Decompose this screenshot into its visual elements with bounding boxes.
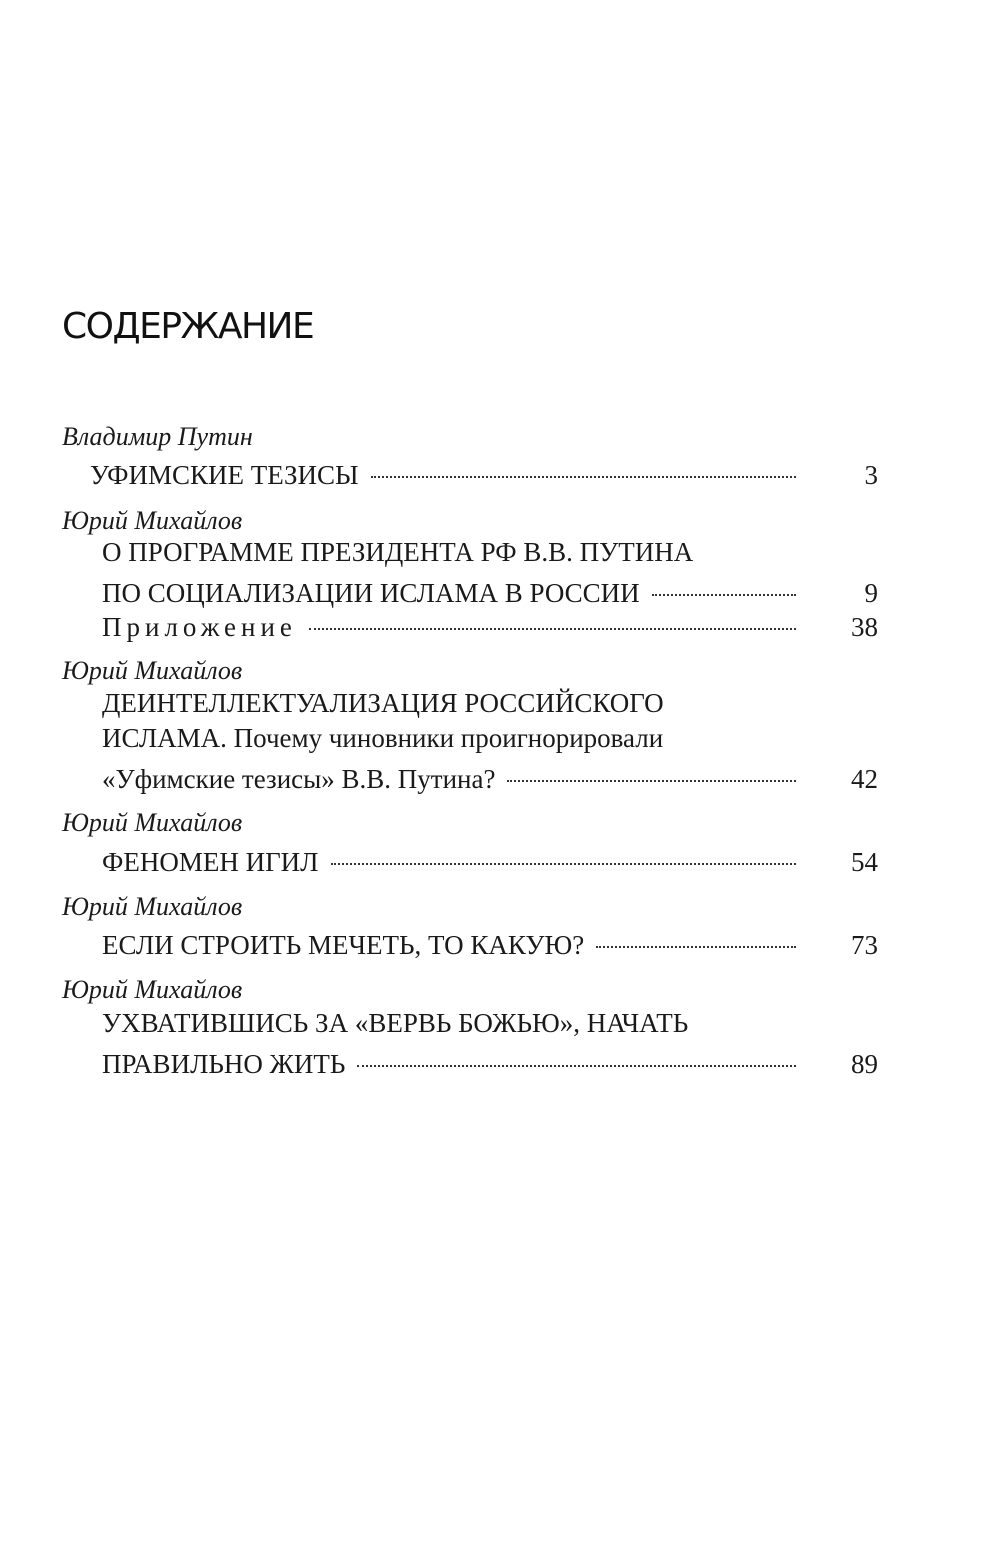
toc-entry-islam-socialization[interactable] [102,570,878,608]
entry-author: Юрий Михайлов [62,808,243,837]
dot-leader [596,922,796,954]
entry-title-line: ЕСЛИ СТРОИТЬ МЕЧЕТЬ, ТО КАКУЮ? [102,930,585,960]
entry-title-line: ПО СОЦИАЛИЗАЦИИ ИСЛАМА В РОССИИ [102,578,640,608]
entry-author: Юрий Михайлов [62,506,243,535]
toc-entry-isis-phenomenon[interactable] [102,839,878,877]
entry-title-line: ФЕНОМЕН ИГИЛ [102,847,319,877]
entry-title-line: «Уфимские тезисы» В.В. Путина? [102,764,496,794]
entry-page-number: 73 [851,930,878,960]
entry-author: Юрий Михайлов [62,975,243,1004]
entry-author: Юрий Михайлов [62,656,243,685]
page-title: СОДЕРЖАНИЕ [62,306,314,347]
entry-page-number: 9 [864,578,878,608]
entry-author: Владимир Путин [62,422,253,451]
toc-entry-appendix[interactable] [102,604,878,642]
entry-page-number: 54 [851,847,878,877]
entry-author: Юрий Михайлов [62,892,243,921]
appendix-label: Приложение [102,612,297,642]
entry-title-line: О ПРОГРАММЕ ПРЕЗИДЕНТА РФ В.В. ПУТИНА [102,537,694,567]
entry-title-line: ДЕИНТЕЛЛЕКТУАЛИЗАЦИЯ РОССИЙСКОГО [102,688,664,718]
toc-entry-deintellectualization[interactable] [102,756,878,794]
dot-leader [507,756,796,788]
entry-title-line: ПРАВИЛЬНО ЖИТЬ [102,1049,346,1079]
entry-page-number: 42 [851,764,878,794]
dot-leader [357,1041,796,1073]
dot-leader [652,570,796,602]
toc-entry-mosque[interactable] [102,922,878,960]
toc-entry-ufa-theses[interactable] [90,452,878,490]
entry-page-number: 89 [851,1049,878,1079]
entry-title-line: УХВАТИВШИСЬ ЗА «ВЕРВЬ БОЖЬЮ», НАЧАТЬ [102,1008,689,1038]
dot-leader [331,839,797,871]
dot-leader [371,452,796,484]
entry-title-line: УФИМСКИЕ ТЕЗИСЫ [90,460,359,490]
dot-leader [309,604,796,636]
entry-page-number: 38 [851,612,878,642]
entry-page-number: 3 [864,460,878,490]
entry-title-line: ИСЛАМА. Почему чиновники проигнорировали [102,723,664,753]
toc-entry-live-right[interactable] [102,1041,878,1079]
